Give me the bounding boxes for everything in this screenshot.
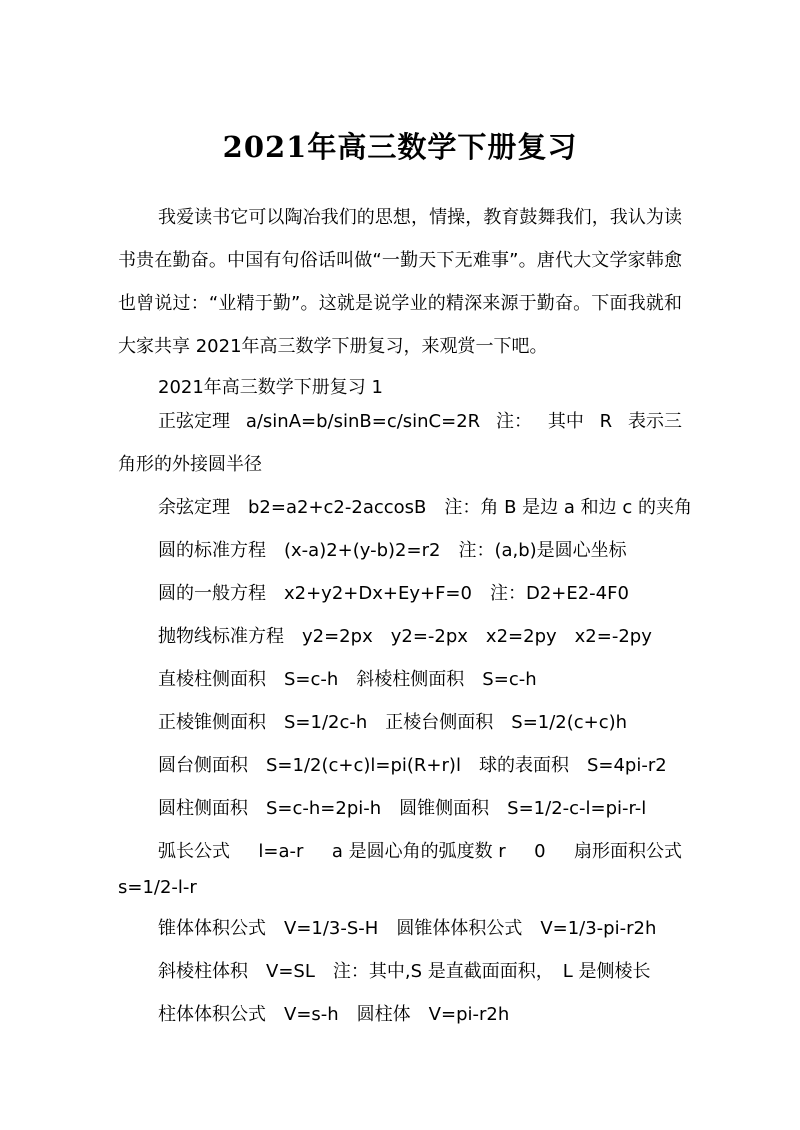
formula-line: 圆台侧面积 S=1/2(c+c)l=pi(R+r)l 球的表面积 S=4pi-r2 (158, 755, 667, 776)
formula-line: 斜棱柱体积 V=SL 注：其中,S 是直截面面积， L 是侧棱长 (158, 961, 651, 982)
arc-note: a 是圆心角的弧度数 r (331, 841, 506, 862)
sine-law-note-a: 其中 (547, 411, 584, 432)
section-heading: 2021年高三数学下册复习 1 (158, 377, 383, 398)
formula-line: 抛物线标准方程 y2=2px y2=-2px x2=2py x2=-2py (158, 626, 652, 647)
sine-law-continuation: 角形的外接圆半径 (118, 454, 262, 475)
formula-line: 圆的标准方程 (x-a)2+(y-b)2=r2 注：(a,b)是圆心坐标 (158, 540, 627, 561)
formula-line: 余弦定理 b2=a2+c2-2accosB 注：角 B 是边 a 和边 c 的夹角 (158, 497, 692, 518)
sine-law-note-c: 表示三 (628, 411, 682, 432)
formula-line: 圆柱侧面积 S=c-h=2pi-h 圆锥侧面积 S=1/2-c-l=pi-r-l (158, 798, 647, 819)
formula-line: 柱体体积公式 V=s-h 圆柱体 V=pi-r2h (158, 1004, 510, 1025)
formula-line: 直棱柱侧面积 S=c-h 斜棱柱侧面积 S=c-h (158, 669, 537, 690)
sine-law-formula: a/sinA=b/sinB=c/sinC=2R (245, 411, 481, 432)
arc-formula: l=a-r (258, 841, 304, 862)
arc-label: 弧长公式 (158, 841, 230, 862)
intro-paragraph: 我爱读书它可以陶冶我们的思想，情操，教育鼓舞我们，我认为读书贵在勤奋。中国有句俗话叫做“一勤天下无难事”。唐代大文学家韩愈也曾说过：“业精于勤”。这就是说学业的精深来源于勤奋。下面我就和大家共享 2021年高三数学下册复习，来观赏一下吧。 (118, 207, 682, 357)
arc-zero: 0 (534, 841, 546, 862)
sine-law-note-b: R (599, 411, 613, 432)
formula-line: 圆的一般方程 x2+y2+Dx+Ey+F=0 注：D2+E2-4F0 (158, 583, 629, 604)
document-title: 2021年高三数学下册复习 (222, 130, 578, 164)
formula-line: 正棱锥侧面积 S=1/2c-h 正棱台侧面积 S=1/2(c+c)h (158, 712, 628, 733)
formula-line: 锥体体积公式 V=1/3-S-H 圆锥体体积公式 V=1/3-pi-r2h (158, 918, 657, 939)
arc-continuation: s=1/2-l-r (118, 877, 197, 898)
sine-law-label: 正弦定理 (158, 411, 230, 432)
sine-law-note-label: 注： (496, 411, 532, 432)
sine-law-line (118, 400, 682, 443)
sector-label: 扇形面积公式 (573, 841, 682, 862)
